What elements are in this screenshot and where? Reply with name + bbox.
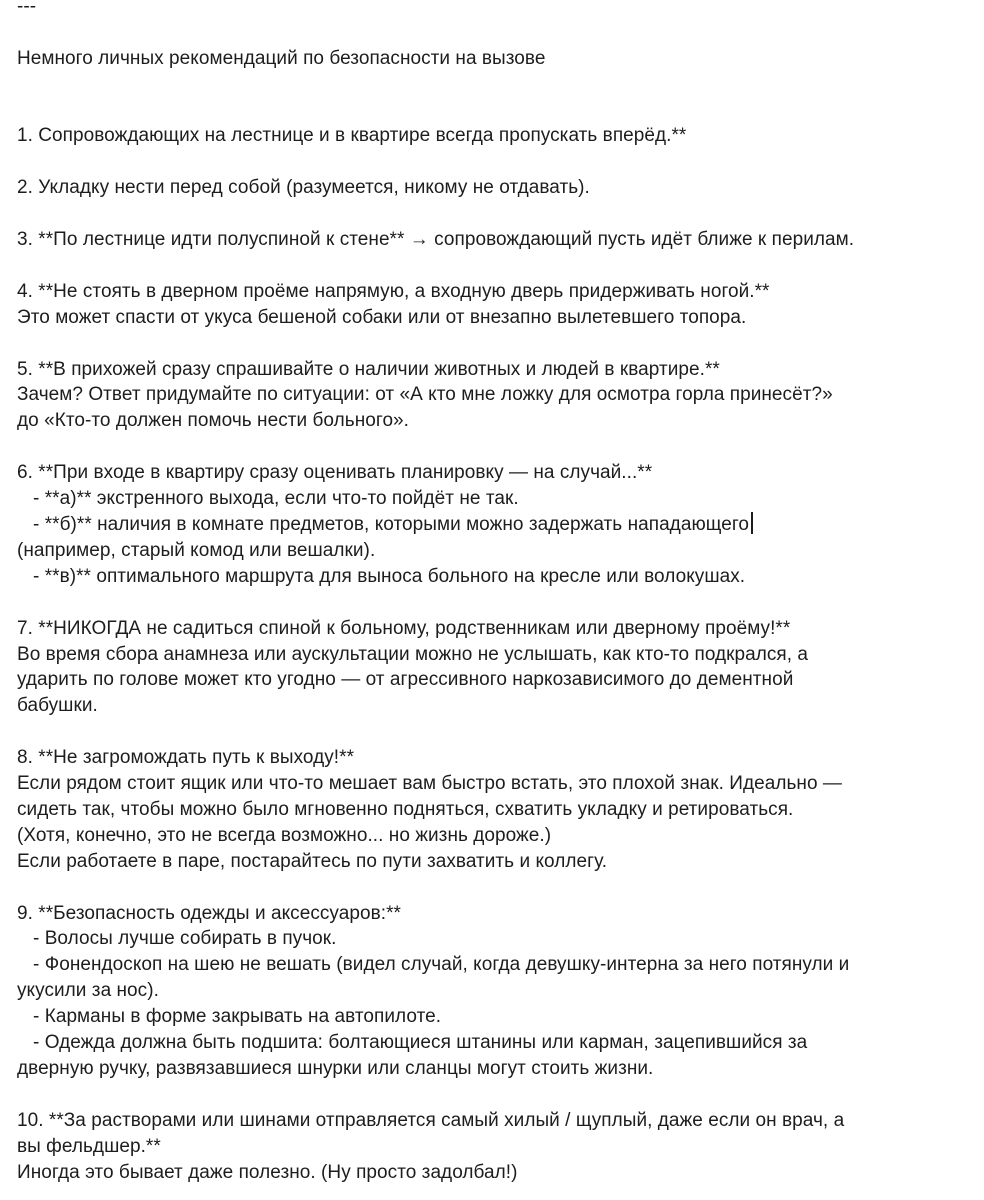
blank-line	[17, 434, 972, 460]
blank-line	[17, 719, 972, 745]
item-6-subitem-a: - **а)** экстренного выхода, если что-то пойдёт не так.	[17, 488, 519, 510]
blank-line	[17, 1082, 972, 1108]
item-9-subitem-continued: дверную ручку, развязавшиеся шнурки или сланцы могут стоить жизни.	[17, 1057, 654, 1079]
item-9-subitem: - Волосы лучше собирать в пучок.	[17, 928, 337, 950]
item-2: 2. Укладку нести перед собой (разумеется, никому не отдавать).	[17, 177, 590, 199]
item-6-subitem-b-continued: (например, старый комод или вешалки).	[17, 539, 376, 561]
item-1: 1. Сопровождающих на лестнице и в квартире всегда пропускать вперёд.**	[17, 125, 687, 147]
item-10-heading: 10. **За растворами или шинами отправляется самый хилый / щуплый, даже если он врач, а	[17, 1109, 845, 1131]
document-title: Немного личных рекомендаций по безопасности на вызове	[17, 47, 546, 69]
item-9-subitem-continued: укусили за нос).	[17, 980, 159, 1002]
item-4-text: Это может спасти от укуса бешеной собаки или от внезапно вылетевшего топора.	[17, 306, 747, 328]
item-8-heading: 8. **Не загромождать путь к выходу!**	[17, 747, 355, 769]
item-9-heading: 9. **Безопасность одежды и аксессуаров:**	[17, 902, 401, 924]
item-8-text: Если работаете в паре, постарайтесь по пути захватить и коллегу.	[17, 850, 608, 872]
item-4-heading: 4. **Не стоять в дверном проёме напрямую, а входную дверь придерживать ногой.**	[17, 280, 770, 302]
item-3: 3. **По лестнице идти полуспиной к стене** → сопровождающий пусть идёт ближе к перилам.	[17, 229, 855, 251]
item-6-subitem-c: - **в)** оптимального маршрута для выноса больного на кресле или волокушах.	[17, 565, 746, 587]
item-7-text: бабушки.	[17, 695, 98, 717]
separator-line: ---	[17, 0, 37, 17]
item-9-subitem: - Одежда должна быть подшита: болтающиеся штанины или карман, зацепившийся за	[17, 1032, 808, 1054]
item-9-subitem: - Фонендоскоп на шею не вешать (видел случай, когда девушку-интерна за него потянули и	[17, 954, 850, 976]
blank-line	[17, 20, 972, 46]
blank-line	[17, 331, 972, 357]
item-5-text: до «Кто-то должен помочь нести больного».	[17, 410, 410, 432]
document-body[interactable]	[17, 0, 972, 1186]
item-6-subitem-b-text: - **б)** наличия в комнате предметов, которыми можно задержать нападающего	[17, 514, 750, 535]
item-8-text: (Хотя, конечно, это не всегда возможно... но жизнь дороже.)	[17, 824, 552, 846]
item-5-heading: 5. **В прихожей сразу спрашивайте о наличии животных и людей в квартире.**	[17, 358, 720, 380]
blank-line	[17, 149, 972, 175]
blank-line	[17, 98, 972, 124]
item-8-text: Если рядом стоит ящик или что-то мешает вам быстро встать, это плохой знак. Идеально —	[17, 773, 842, 795]
blank-line	[17, 72, 972, 98]
item-7-text: Во время сбора анамнеза или аускультации можно не услышать, как кто-то подкрался, а	[17, 643, 809, 665]
item-10-heading-continued: вы фельдшер.**	[17, 1135, 161, 1157]
blank-line	[17, 590, 972, 616]
item-7-heading: 7. **НИКОГДА не садиться спиной к больному, родственникам или дверному проёму!**	[17, 617, 791, 639]
item-6-subitem-b	[17, 512, 972, 538]
blank-line	[17, 253, 972, 279]
item-7-text: ударить по голове может кто угодно — от агрессивного наркозависимого до дементной	[17, 669, 794, 691]
item-8-text: сидеть так, чтобы можно было мгновенно подняться, схватить укладку и ретироваться.	[17, 798, 794, 820]
item-5-text: Зачем? Ответ придумайте по ситуации: от «А кто мне ложку для осмотра горла принесёт?»	[17, 384, 833, 406]
item-6-heading: 6. **При входе в квартиру сразу оценивать планировку — на случай...**	[17, 462, 653, 484]
text-cursor	[751, 512, 753, 534]
item-10-text: Иногда это бывает даже полезно. (Ну просто задолбал!)	[17, 1161, 518, 1183]
blank-line	[17, 201, 972, 227]
blank-line	[17, 875, 972, 901]
item-9-subitem: - Карманы в форме закрывать на автопилоте.	[17, 1006, 442, 1028]
